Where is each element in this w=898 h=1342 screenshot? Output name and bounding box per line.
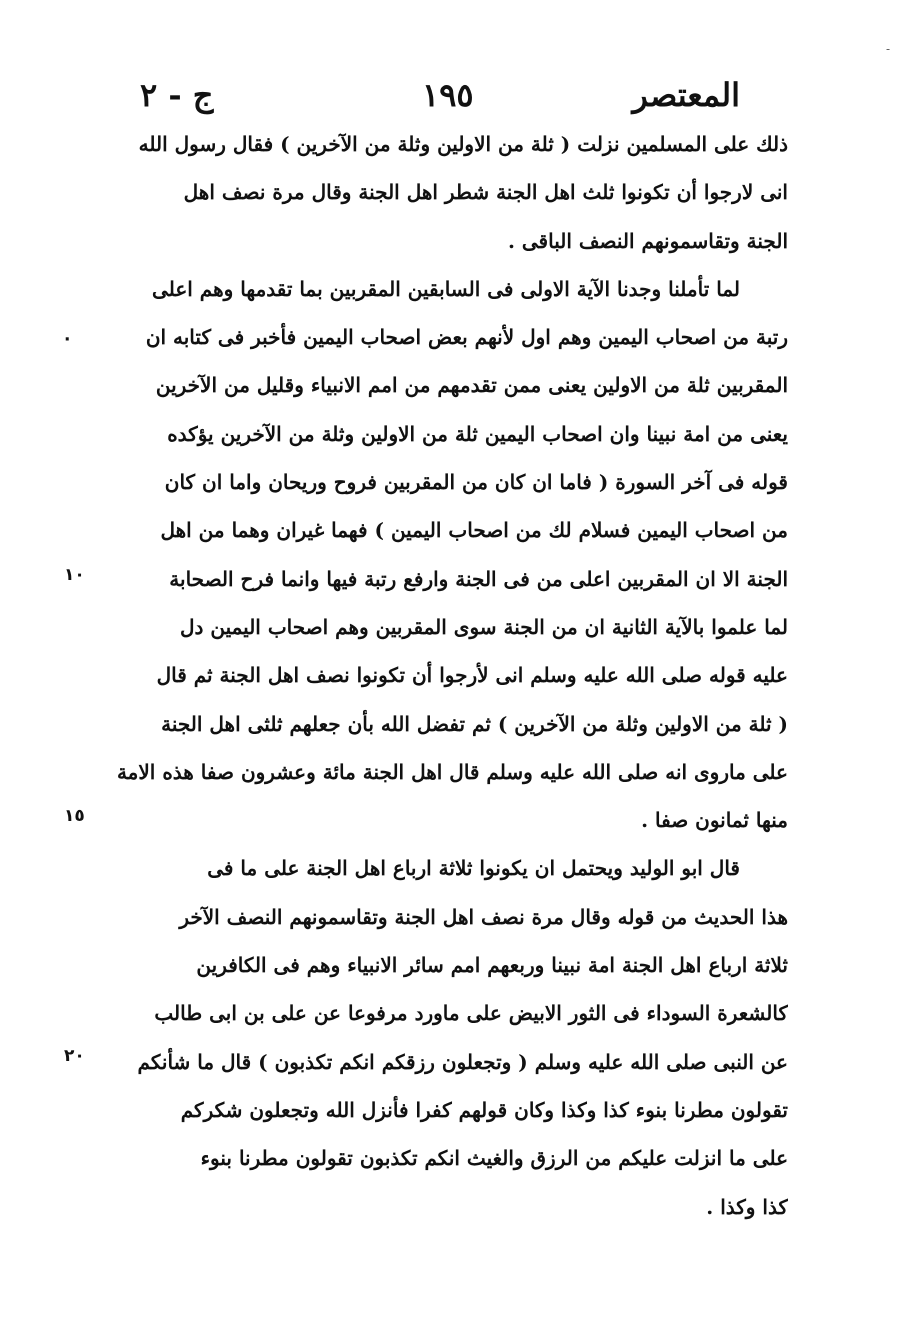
- text-line: كالشعرة السوداء فى الثور الابيض على ماورد مرفوعا عن على بن ابى طالب: [154, 1001, 788, 1026]
- text-line: من اصحاب اليمين فسلام لك من اصحاب اليمين ) فهما غيران وهما من اهل: [160, 518, 788, 543]
- line-number-20: ٢٠: [64, 1046, 85, 1066]
- page-number: ١٩٥: [422, 76, 474, 114]
- text-line: ( ثلة من الاولين وثلة من الآخرين ) ثم تفضل الله بأن جعلهم ثلثى اهل الجنة: [161, 711, 788, 736]
- text-line: على ماروى انه صلى الله عليه وسلم قال اهل الجنة مائة وعشرون صفا هذه الامة: [116, 759, 788, 784]
- margin-mark: ·: [64, 330, 71, 350]
- text-line: لما تأملنا وجدنا الآية الاولى فى السابقين المقربين بما تقدمها وهم اعلى: [152, 276, 740, 301]
- text-line: قوله فى آخر السورة ( فاما ان كان من المقربين فروح وريحان واما ان كان: [164, 470, 788, 495]
- text-line: الجنة الا ان المقربين اعلى من فى الجنة وارفع رتبة فيها وانما فرح الصحابة: [169, 566, 788, 591]
- text-line: يعنى من امة نبينا وان اصحاب اليمين ثلة من الاولين وثلة من الآخرين يؤكده: [167, 421, 788, 446]
- page-header: [140, 76, 740, 124]
- text-line: عن النبى صلى الله عليه وسلم ( وتجعلون رزقكم انكم تكذبون ) قال ما شأنكم: [137, 1049, 788, 1074]
- volume-label: ج - ٢: [140, 76, 214, 114]
- body-text: [110, 120, 788, 1231]
- text-line: المقربين ثلة من الاولين يعنى ممن تقدمهم من امم الانبياء وقليل من الآخرين: [155, 373, 788, 398]
- text-line: عليه قوله صلى الله عليه وسلم انى لأرجوا أن تكونوا نصف اهل الجنة ثم قال: [156, 663, 788, 688]
- text-line: لما علموا بالآية الثانية ان من الجنة سوى المقربين وهم اصحاب اليمين دل: [179, 614, 788, 639]
- text-line: هذا الحديث من قوله وقال مرة نصف اهل الجنة وتقاسمونهم النصف الآخر: [179, 904, 788, 929]
- text-line: ثلاثة ارباع اهل الجنة امة نبينا وربعهم امم سائر الانبياء وهم فى الكافرين: [196, 953, 788, 978]
- line-number-10: ١٠: [64, 565, 85, 585]
- text-line: انى لارجوا أن تكونوا ثلث اهل الجنة شطر اهل الجنة وقال مرة نصف اهل: [183, 180, 788, 205]
- text-line: ذلك على المسلمين نزلت ( ثلة من الاولين وثلة من الآخرين ) فقال رسول الله: [138, 132, 788, 156]
- text-line: تقولون مطرنا بنوء كذا وكذا وكان قولهم كفرا فأنزل الله وتجعلون شكركم: [180, 1097, 788, 1122]
- text-line: منها ثمانون صفا .: [641, 808, 788, 833]
- margin-speck: -: [886, 42, 891, 56]
- line-number-15: ١٥: [64, 806, 85, 826]
- text-line: على ما انزلت عليكم من الرزق والغيث انكم تكذبون تقولون مطرنا بنوء: [200, 1146, 788, 1171]
- text-line: قال ابو الوليد ويحتمل ان يكونوا ثلاثة ارباع اهل الجنة على ما فى: [207, 856, 740, 881]
- text-line: كذا وكذا .: [706, 1194, 788, 1219]
- text-line: رتبة من اصحاب اليمين وهم اول لأنهم بعض اصحاب اليمين فأخبر فى كتابه ان: [145, 325, 788, 350]
- book-title: المعتصر: [632, 76, 740, 114]
- text-line: الجنة وتقاسمونهم النصف الباقى .: [507, 228, 788, 253]
